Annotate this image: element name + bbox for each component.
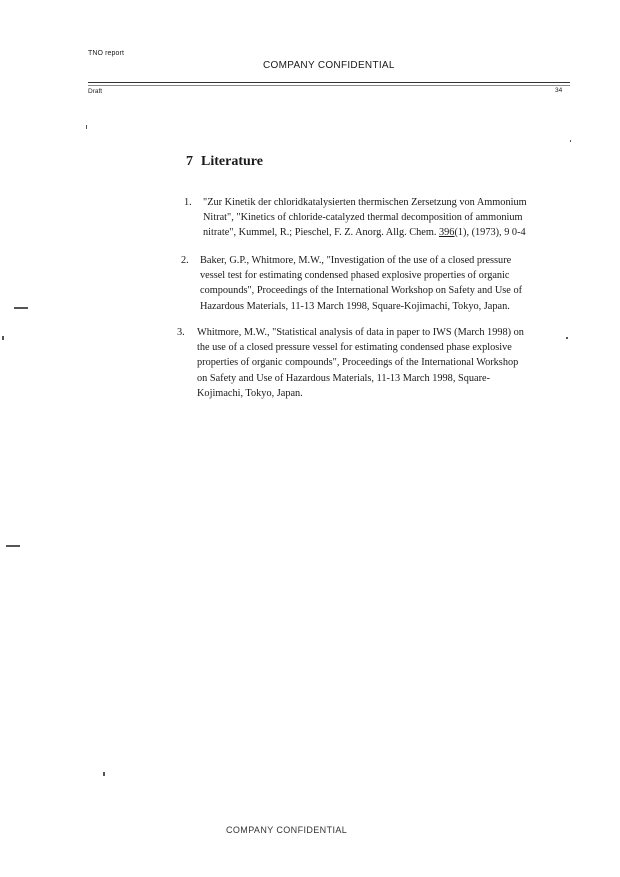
reference-text (200, 253, 522, 314)
reference-line: the use of a closed pressure vessel for estimating condensed phase explosive (197, 342, 512, 354)
scan-mark (570, 140, 571, 142)
reference-volume: 396 (439, 227, 455, 239)
scan-mark (2, 336, 4, 340)
scan-mark (86, 125, 87, 129)
reference-line-part: (1), (1973), 9 0-4 (454, 227, 526, 239)
header-rule-secondary (88, 85, 570, 86)
reference-line: on Safety and Use of Hazardous Materials, 11-13 March 1998, Square- (197, 372, 490, 384)
section-title: Literature (201, 154, 263, 169)
scan-mark (103, 772, 105, 776)
reference-line (203, 225, 527, 240)
reference-number: 3. (177, 327, 185, 338)
reference-number: 1. (184, 197, 192, 208)
section-number: 7 (186, 154, 193, 169)
reference-line: Nitrat", "Kinetics of chloride-catalyzed thermal decomposition of ammonium (203, 212, 523, 224)
reference-line: Kojimachi, Tokyo, Japan. (197, 387, 303, 399)
confidential-header: COMPANY CONFIDENTIAL (263, 60, 395, 71)
header-rule (88, 82, 570, 83)
reference-line: Baker, G.P., Whitmore, M.W., "Investigation of the use of a closed pressure (200, 255, 512, 266)
document-status: Draft (88, 88, 103, 95)
reference-number: 2. (181, 255, 189, 266)
reference-line: "Zur Kinetik der chloridkatalysierten thermischen Zersetzung von Ammonium (203, 197, 527, 208)
page-number: 34 (555, 87, 563, 94)
section-heading (186, 154, 263, 170)
report-organization: TNO report (88, 50, 125, 57)
reference-line: Hazardous Materials, 11-13 March 1998, Square-Kojimachi, Tokyo, Japan. (200, 300, 510, 312)
reference-line: compounds", Proceedings of the International Workshop on Safety and Use of (200, 285, 523, 297)
reference-line-part: nitrate", Kummel, R.; Pieschel, F. Z. Anorg. Allg. Chem. (203, 227, 439, 239)
reference-line: Whitmore, M.W., "Statistical analysis of data in paper to IWS (March 1998) on (197, 327, 524, 338)
scan-mark (14, 307, 28, 309)
reference-text (203, 195, 527, 241)
confidential-footer: COMPANY CONFIDENTIAL (226, 825, 348, 835)
reference-text (197, 325, 524, 401)
reference-line: properties of organic compounds", Proceedings of the International Workshop (197, 357, 519, 369)
scan-mark (566, 337, 568, 339)
reference-line: vessel test for estimating condensed phased explosive properties of organic (200, 270, 510, 282)
scan-mark (6, 545, 20, 547)
